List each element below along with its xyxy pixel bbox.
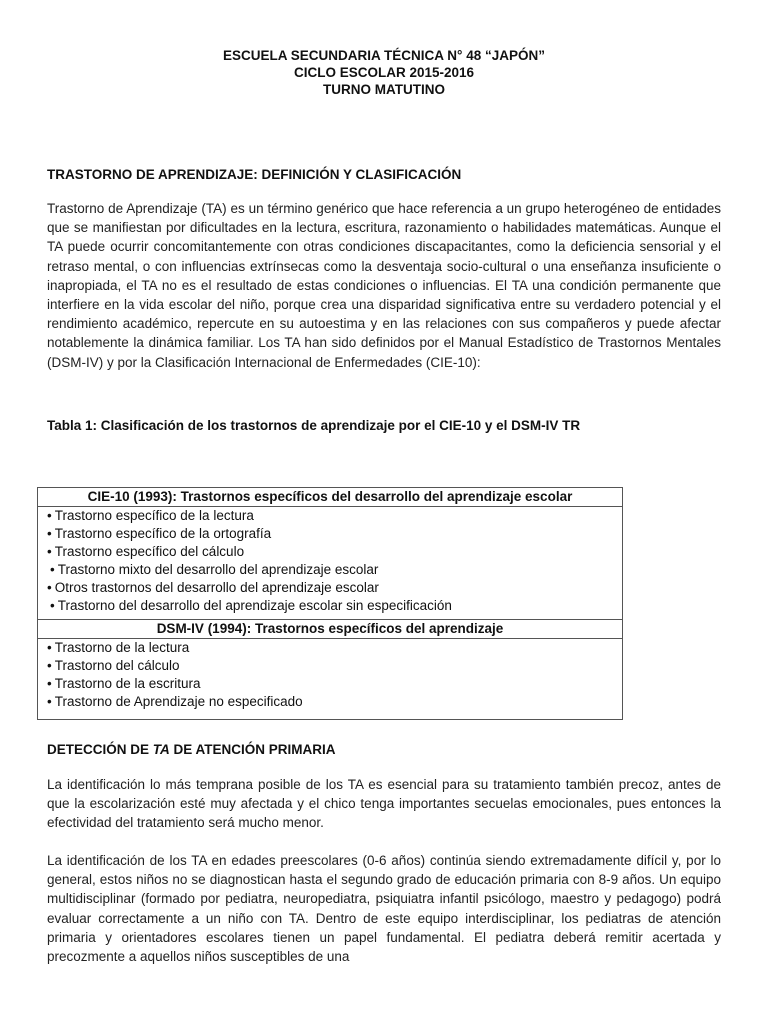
bullet-icon: • bbox=[47, 676, 52, 691]
cie10-list bbox=[38, 507, 622, 619]
table-heading-dsm4: DSM-IV (1994): Trastornos específicos del aprendizaje bbox=[38, 620, 622, 639]
bullet-icon: • bbox=[47, 526, 52, 541]
section-title-detection: DETECCIÓN DE TA DE ATENCIÓN PRIMARIA bbox=[47, 742, 336, 757]
dsm4-list bbox=[38, 639, 622, 719]
definition-paragraph: Trastorno de Aprendizaje (TA) es un término genérico que hace referencia a un grupo heterogéneo de entidades que se manifiestan por dificultades en la lectura, escritura, razonamiento o habilidades matemáticas. Aunque el TA puede ocurrir concomitantemente con otras condiciones discapacitantes, como la deficiencia sensorial y el retraso mental, o con influencias extrínsecas como la desventaja socio-cultural o una enseñanza insuficiente o inapropiada, el TA no es el resultado de estas condiciones o influencias. El TA una condición permanente que interfiere en la vida escolar del niño, porque crea una disparidad significativa entre su verdadero potencial y el rendimiento académico, repercute en su autoestima y en las relaciones con sus compañeros y puede afectar notablemente la dinámica familiar. Los TA han sido definidos por el Manual Estadístico de Trastornos Mentales (DSM-IV) y por la Clasificación Internacional de Enfermedades (CIE-10): bbox=[47, 201, 721, 370]
list-item: • Trastorno de la escritura bbox=[47, 676, 201, 691]
bullet-icon: • bbox=[47, 640, 52, 655]
table-heading-cie10: CIE-10 (1993): Trastornos específicos del desarrollo del aprendizaje escolar bbox=[38, 488, 622, 507]
school-header bbox=[0, 47, 768, 98]
table-caption: Tabla 1: Clasificación de los trastornos de aprendizaje por el CIE-10 y el DSM-IV TR bbox=[47, 418, 581, 433]
bullet-icon: • bbox=[47, 694, 52, 709]
bullet-icon: • bbox=[47, 544, 52, 559]
classification-table bbox=[37, 487, 623, 720]
school-year: CICLO ESCOLAR 2015-2016 bbox=[293, 65, 475, 80]
school-name: ESCUELA SECUNDARIA TÉCNICA N° 48 “JAPÓN” bbox=[223, 48, 545, 63]
list-item: • Trastorno del cálculo bbox=[47, 658, 180, 673]
list-item: • Trastorno específico de la lectura bbox=[47, 508, 254, 523]
list-item: • Trastorno específico del cálculo bbox=[47, 544, 245, 559]
list-item: • Trastorno de la lectura bbox=[47, 640, 190, 655]
section-title-definition: TRASTORNO DE APRENDIZAJE: DEFINICIÓN Y CLASIFICACIÓN bbox=[47, 167, 462, 182]
school-shift: TURNO MATUTINO bbox=[323, 82, 445, 97]
list-item: • Otros trastornos del desarrollo del aprendizaje escolar bbox=[47, 580, 379, 595]
detection-paragraph-1: La identificación lo más temprana posible de los TA es esencial para su tratamiento también precoz, antes de que la escolarización esté muy afectada y el chico tenga importantes secuelas emocionales, pues entonces la efectividad del tratamiento será mucho menor. bbox=[47, 777, 721, 831]
list-item: • Trastorno del desarrollo del aprendizaje escolar sin especificación bbox=[50, 598, 452, 613]
bullet-icon: • bbox=[47, 508, 52, 523]
detection-paragraph-2: La identificación de los TA en edades preescolares (0-6 años) continúa siendo extremadamente difícil y, por lo general, estos niños no se diagnostican hasta el segundo grado de educación primaria con 8-9 años. Un equipo multidisciplinar (formado por pediatra, neuropediatra, psiquiatra infantil psicólogo, maestro y pedagogo) podrá evaluar correctamente a un niño con TA. Dentro de este equipo interdisciplinar, los pediatras de atención primaria y orientadores escolares tienen un papel fundamental. El pediatra deberá remitir acertada y precozmente a aquellos niños susceptibles de una bbox=[47, 853, 721, 965]
bullet-icon: • bbox=[50, 562, 55, 577]
bullet-icon: • bbox=[50, 598, 55, 613]
list-item: • Trastorno específico de la ortografía bbox=[47, 526, 272, 541]
bullet-icon: • bbox=[47, 658, 52, 673]
list-item: • Trastorno de Aprendizaje no especificado bbox=[47, 694, 303, 709]
bullet-icon: • bbox=[47, 580, 52, 595]
list-item: • Trastorno mixto del desarrollo del aprendizaje escolar bbox=[50, 562, 379, 577]
title-emphasis: TA bbox=[152, 742, 170, 757]
